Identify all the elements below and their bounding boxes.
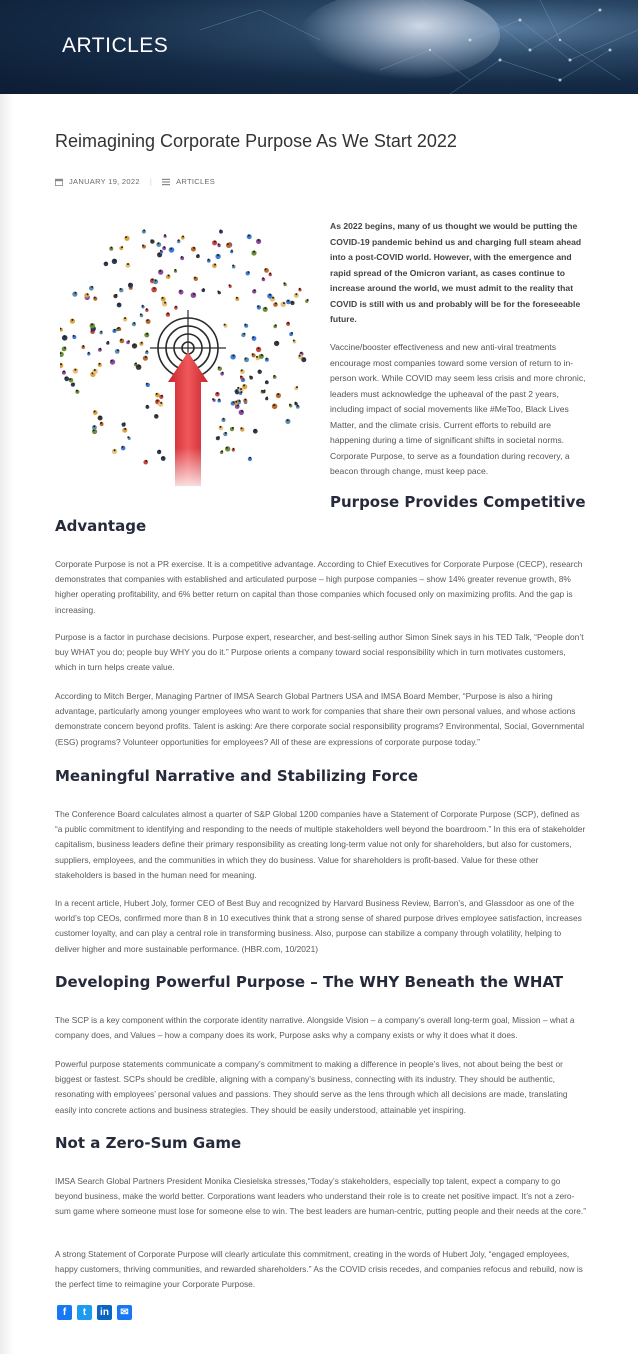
intro-bold-paragraph: As 2022 begins, many of us thought we would be putting the COVID-19 pandemic behind us and charging full steam ahead into a post-COVID world. However, with the emergence and rapid spread of the Omicron variant, as cases continue to increase around the world, we must admit to the reality that COVID is still with us and probably will be for the foreseeable future. — [330, 221, 582, 324]
section4-paragraph-1: IMSA Search Global Partners President Monika Ciesielska stresses,“Today’s stakeholders, especially top talent, expect a company to go beyond business, make the world better. Corporations want leaders who understand their role is to create net positive impact. It’s not a zero-sum game where someone must lose for someone else to win. The best leaders are human-centric, putting people and their needs at the core.” — [55, 1176, 587, 1217]
section1-paragraph-1: Corporate Purpose is not a PR exercise. It is a competitive advantage. According to Chief Executives for Corporate Purpose (CECP), research demonstrates that companies with established and articulated purpose – high purpose companies – show 14% greater revenue growth, 8% higher operating profitability, and 6% better return on capital than those companies which focused only on maximizing profits. And the gap is increasing. — [55, 559, 583, 615]
section-heading-competitive-advantage-cont: Advantage — [55, 517, 147, 535]
section-heading-narrative: Meaningful Narrative and Stabilizing Force — [55, 767, 419, 785]
crowd-target-illustration — [60, 228, 320, 490]
list-icon — [162, 178, 170, 186]
calendar-icon — [55, 178, 63, 186]
article-date: JANUARY 19, 2022 — [69, 177, 140, 186]
section-heading-zero-sum: Not a Zero-Sum Game — [55, 1134, 242, 1152]
section3-paragraph-1: The SCP is a key component within the corporate identity narrative. Alongside Vision – a company’s overall long-term goal, Mission – what a company does, and Values – how a company does its work, Purpose asks why a company exists or why it does what it does. — [55, 1015, 575, 1041]
section2-paragraph-2: In a recent article, Hubert Joly, former CEO of Best Buy and recognized by Harvard Business Review, Barron’s, and Glassdoor as one of the world’s top CEOs, confirmed more than 8 in 10 executives think that a strong sense of shared purpose drives employee satisfaction, increases customer loyalty, and can play a central role in transforming business. Also, purpose can stabilize a company through volatility, helping to deliver higher and more sustainable performance. (HBR.com, 10/2021) — [55, 898, 582, 954]
linkedin-share-button[interactable]: in — [97, 1305, 112, 1320]
twitter-share-button[interactable]: t — [77, 1305, 92, 1320]
section-heading-developing-purpose: Developing Powerful Purpose – The WHY Beneath the WHAT — [55, 973, 564, 991]
intro-paragraph: Vaccine/booster effectiveness and new anti-viral treatments encourage most companies toward some version of return to in-person work. While COVID may seem less crisis and more chronic, leaders must acknowledge the upheaval of the past 2 years, including impact of social movements like #MeToo, Black Lives Matter, and the climate crisis. Current efforts to rebuild are happening during a time of significant shifts in societal norms. Corporate Purpose, to serve as a foundation during recovery, a beacon through change, must keep pace. — [330, 342, 586, 476]
article-title: Reimagining Corporate Purpose As We Start 2022 — [55, 131, 457, 151]
page-banner — [0, 0, 638, 94]
section3-paragraph-2: Powerful purpose statements communicate a company’s commitment to making a difference in people’s lives, not about being the best or biggest or fastest. SCPs should be credible, aligning with a company’s business, connecting with its industry. They should be authentic, resonating with employees’ personal values and passions. They should serve as the lens through which all decisions are made, translating easily into concrete actions and business strategies. They should be easily understood, attainable yet inspiring. — [55, 1059, 568, 1115]
section-heading-competitive-advantage: Purpose Provides Competitive — [330, 493, 586, 511]
section2-paragraph-1: The Conference Board calculates almost a quarter of S&P Global 1200 companies have a Statement of Corporate Purpose (SCP), defined as “a public commitment to identifying and responding to the needs of multiple stakeholders well beyond the boardroom.” In this era of stakeholder capitalism, business leaders define their primary responsibility as creating long-term value not only for shareholders, but also for customers, suppliers, employees, and the communities in which they do business. Value for shareholders is profit-based. Value for these other stakeholders is based in the human need for meaning. — [55, 809, 586, 880]
section1-paragraph-3: According to Mitch Berger, Managing Partner of IMSA Search Global Partners USA and IMSA Board Member, “Purpose is also a hiring advantage, particularly among younger employees who want to work for companies that share their own personal values, and whose actions demonstrate concern beyond profits. Talent is asking: Are there corporate social responsibility programs? Environmental, Social, Governmental (ESG) programs? Volunteer opportunities for employees? All of these are expressions of corporate purpose today.” — [55, 691, 585, 747]
banner-title: ARTICLES — [62, 34, 169, 57]
share-buttons — [57, 1305, 132, 1320]
email-share-button[interactable]: ✉ — [117, 1305, 132, 1320]
section4-paragraph-2: A strong Statement of Corporate Purpose will clearly articulate this commitment, creating in the words of Hubert Joly, “engaged employees, happy customers, thriving communities, and rewarded shareholders.” As the COVID crisis recedes, and companies refocus and rebuild, now is the perfect time to reimagine your Corporate Purpose. — [55, 1249, 583, 1290]
article-category-link[interactable]: ARTICLES — [176, 177, 216, 186]
section1-paragraph-2: Purpose is a factor in purchase decisions. Purpose expert, researcher, and best-selling author Simon Sinek says in his TED Talk, “People don’t buy WHAT you do; people buy WHY you do it.” Purpose orients a company toward social responsibility which in turn motivates customers, which in turn helps create value. — [55, 632, 584, 673]
meta-separator: | — [149, 177, 153, 186]
article-meta — [55, 177, 215, 186]
page-side-shadow — [0, 94, 14, 1354]
facebook-share-button[interactable]: f — [57, 1305, 72, 1320]
